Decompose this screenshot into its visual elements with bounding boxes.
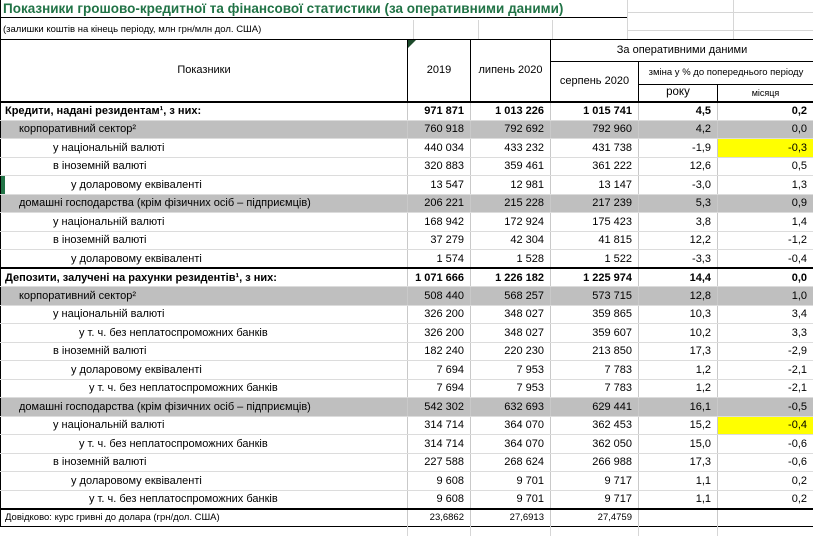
value-cell[interactable]: 14,4 (639, 268, 718, 287)
value-cell[interactable]: 215 228 (471, 194, 551, 213)
header-year-label: року (666, 86, 690, 99)
row-label: у доларовому еквіваленті (71, 178, 202, 191)
row-label: в іноземній валюті (53, 160, 147, 173)
row-label-cell[interactable] (1, 398, 408, 417)
value-cell[interactable]: 1,0 (718, 287, 813, 306)
value-cell[interactable]: -0,5 (718, 398, 813, 417)
row-label: у національній валюті (53, 141, 165, 154)
value-cell[interactable]: 326 200 (408, 305, 471, 324)
value-cell[interactable]: 175 423 (551, 213, 639, 232)
value-cell[interactable]: 12,6 (639, 157, 718, 176)
row-label-cell[interactable] (1, 305, 408, 324)
row-label: в іноземній валюті (53, 345, 147, 358)
row-label-cell[interactable] (1, 102, 408, 121)
value-cell[interactable]: -1,2 (718, 231, 813, 250)
value-cell[interactable]: 3,4 (718, 305, 813, 324)
value-cell[interactable]: 971 871 (408, 102, 471, 121)
value-cell[interactable] (718, 509, 813, 527)
table-row (1, 268, 813, 287)
table-row (1, 509, 813, 527)
value-cell[interactable]: -0,4 (718, 250, 813, 269)
row-label-cell[interactable] (1, 490, 408, 509)
value-cell[interactable]: 0,2 (718, 490, 813, 509)
table-row (1, 102, 813, 121)
table-row (1, 490, 813, 509)
corner-triangle-icon (408, 40, 416, 48)
row-label: у доларовому еквіваленті (71, 363, 202, 376)
value-cell[interactable]: 1,2 (639, 361, 718, 380)
value-cell[interactable]: 364 070 (471, 416, 551, 435)
value-cell[interactable]: 792 960 (551, 120, 639, 139)
value-cell[interactable]: 1 225 974 (551, 268, 639, 287)
table-row (1, 361, 813, 380)
value-cell[interactable]: -3,0 (639, 176, 718, 195)
value-cell[interactable]: 359 607 (551, 324, 639, 343)
value-cell[interactable]: 0,0 (718, 268, 813, 287)
row-label-cell[interactable] (1, 435, 408, 454)
header-change-percent[interactable] (639, 62, 813, 85)
header-indicators-label: Показники (177, 63, 231, 76)
value-cell[interactable]: 1,1 (639, 490, 718, 509)
row-label: у т. ч. без неплатоспроможних банків (89, 382, 278, 395)
row-label: у національній валюті (53, 215, 165, 228)
table-row (1, 305, 813, 324)
value-cell[interactable]: 359 461 (471, 157, 551, 176)
value-cell[interactable]: 573 715 (551, 287, 639, 306)
gridline (717, 526, 718, 536)
row-label: Депозити, залучені на рахунки резидентів¹, з них: (5, 271, 277, 284)
row-label: в іноземній валюті (53, 456, 147, 469)
gridline (413, 20, 414, 39)
row-label-cell[interactable] (1, 509, 408, 527)
value-cell[interactable]: 1 522 (551, 250, 639, 269)
value-cell[interactable]: 217 239 (551, 194, 639, 213)
table-row (1, 342, 813, 361)
row-label-cell[interactable] (1, 250, 408, 269)
value-cell[interactable]: 15,2 (639, 416, 718, 435)
value-cell[interactable]: 12,8 (639, 287, 718, 306)
row-label-cell[interactable] (1, 139, 408, 158)
table-row (1, 194, 813, 213)
value-cell[interactable]: 7 783 (551, 379, 639, 398)
header-2019-label: 2019 (426, 63, 452, 76)
table-row (1, 139, 813, 158)
value-cell[interactable]: 4,5 (639, 102, 718, 121)
header-change-label: зміна у % до попереднього періоду (648, 66, 804, 78)
value-cell[interactable]: 220 230 (471, 342, 551, 361)
value-cell[interactable]: 433 232 (471, 139, 551, 158)
row-label: домашні господарства (крім фізичних осіб – підприємців) (19, 197, 311, 210)
value-cell[interactable]: 0,2 (718, 472, 813, 491)
value-cell[interactable]: 1,2 (639, 379, 718, 398)
row-label-cell[interactable] (1, 120, 408, 139)
row-label-cell[interactable] (1, 231, 408, 250)
value-cell[interactable]: -2,1 (718, 379, 813, 398)
table-row (1, 453, 813, 472)
page-subtitle: (залишки коштів на кінець періоду, млн грн/млн дол. США) (3, 24, 262, 35)
value-cell[interactable]: 348 027 (471, 324, 551, 343)
gridline (628, 30, 813, 31)
value-cell[interactable]: -0,4 (718, 416, 813, 435)
header-july-label: липень 2020 (478, 63, 543, 76)
value-cell[interactable]: 1 574 (408, 250, 471, 269)
page-title: Показники грошово-кредитної та фінансової статистики (за оперативними даними) (3, 1, 564, 16)
value-cell[interactable]: 3,3 (718, 324, 813, 343)
value-cell[interactable]: 1 013 226 (471, 102, 551, 121)
value-cell[interactable]: 10,3 (639, 305, 718, 324)
value-cell[interactable]: -3,3 (639, 250, 718, 269)
value-cell[interactable]: 206 221 (408, 194, 471, 213)
value-cell[interactable]: 629 441 (551, 398, 639, 417)
value-cell[interactable]: 508 440 (408, 287, 471, 306)
table-row (1, 231, 813, 250)
table-row (1, 176, 813, 195)
header-july-2020[interactable] (471, 40, 551, 102)
table-row (1, 120, 813, 139)
value-cell[interactable]: 7 694 (408, 361, 471, 380)
table-row (1, 379, 813, 398)
value-cell[interactable]: 632 693 (471, 398, 551, 417)
gridline (550, 526, 551, 536)
value-cell[interactable]: 1 226 182 (471, 268, 551, 287)
title-underline (0, 17, 628, 18)
value-cell[interactable]: 0,5 (718, 157, 813, 176)
table-row (1, 472, 813, 491)
value-cell[interactable]: 431 738 (551, 139, 639, 158)
value-cell[interactable]: 9 717 (551, 490, 639, 509)
table-row (1, 287, 813, 306)
value-cell[interactable]: 7 953 (471, 379, 551, 398)
table-row (1, 398, 813, 417)
row-label-cell[interactable] (1, 324, 408, 343)
value-cell[interactable]: 3,8 (639, 213, 718, 232)
value-cell[interactable]: 9 717 (551, 472, 639, 491)
row-label: у т. ч. без неплатоспроможних банків (79, 326, 268, 339)
value-cell[interactable]: 17,3 (639, 342, 718, 361)
row-label: корпоративний сектор² (19, 289, 137, 302)
gridline (552, 20, 553, 39)
row-label-cell[interactable] (1, 472, 408, 491)
value-cell[interactable]: -0,3 (718, 139, 813, 158)
value-cell[interactable]: 326 200 (408, 324, 471, 343)
row-label: Довідково: курс гривні до долара (грн/дол. США) (5, 512, 220, 524)
gridline (638, 526, 639, 536)
value-cell[interactable]: 361 222 (551, 157, 639, 176)
gridline (627, 0, 628, 39)
gridline (407, 526, 408, 536)
value-cell[interactable]: -1,9 (639, 139, 718, 158)
row-label: у т. ч. без неплатоспроможних банків (89, 493, 278, 505)
value-cell[interactable]: 9 608 (408, 490, 471, 509)
value-cell[interactable]: 27,4759 (551, 509, 639, 527)
row-label-cell[interactable] (1, 342, 408, 361)
value-cell[interactable]: 9 608 (408, 472, 471, 491)
sheet-left-edge (0, 0, 1, 39)
header-operational-label: За оперативними даними (616, 44, 748, 57)
value-cell[interactable]: 7 783 (551, 361, 639, 380)
value-cell[interactable]: 5,3 (639, 194, 718, 213)
value-cell[interactable]: 1 071 666 (408, 268, 471, 287)
row-label-cell[interactable] (1, 361, 408, 380)
value-cell[interactable]: 23,6862 (408, 509, 471, 527)
gridline (733, 0, 734, 39)
header-month-label: місяця (751, 87, 780, 98)
row-label-cell[interactable] (1, 287, 408, 306)
value-cell[interactable]: 364 070 (471, 435, 551, 454)
table-row (1, 213, 813, 232)
gridline (628, 12, 813, 13)
value-cell[interactable]: 37 279 (408, 231, 471, 250)
table-row (1, 324, 813, 343)
value-cell[interactable]: 792 692 (471, 120, 551, 139)
value-cell[interactable]: 348 027 (471, 305, 551, 324)
value-cell[interactable]: 182 240 (408, 342, 471, 361)
value-cell[interactable]: 1,4 (718, 213, 813, 232)
value-cell[interactable]: 42 304 (471, 231, 551, 250)
indicators-table (0, 39, 813, 527)
value-cell[interactable]: 168 942 (408, 213, 471, 232)
value-cell[interactable]: 13 147 (551, 176, 639, 195)
value-cell[interactable]: 266 988 (551, 453, 639, 472)
value-cell[interactable]: 7 694 (408, 379, 471, 398)
header-year[interactable] (639, 85, 718, 102)
row-label-cell[interactable] (1, 268, 408, 287)
value-cell[interactable]: 1,3 (718, 176, 813, 195)
row-label: у доларовому еквіваленті (71, 474, 202, 487)
value-cell[interactable]: 0,9 (718, 194, 813, 213)
row-label: корпоративний сектор² (19, 123, 137, 136)
value-cell[interactable]: 12,2 (639, 231, 718, 250)
row-label-cell[interactable] (1, 213, 408, 232)
value-cell[interactable]: -0,6 (718, 435, 813, 454)
row-label: Кредити, надані резидентам¹, з них: (5, 105, 202, 117)
value-cell[interactable]: 362 453 (551, 416, 639, 435)
header-2019[interactable] (408, 40, 471, 102)
value-cell[interactable]: 542 302 (408, 398, 471, 417)
value-cell[interactable]: 213 850 (551, 342, 639, 361)
row-label-cell[interactable] (1, 453, 408, 472)
value-cell[interactable]: 41 815 (551, 231, 639, 250)
value-cell[interactable]: 0,2 (718, 102, 813, 121)
row-label: в іноземній валюті (53, 234, 147, 247)
value-cell[interactable]: 4,2 (639, 120, 718, 139)
value-cell[interactable]: 1 015 741 (551, 102, 639, 121)
value-cell[interactable]: 12 981 (471, 176, 551, 195)
row-label: у т. ч. без неплатоспроможних банків (79, 437, 268, 450)
value-cell[interactable]: 1 528 (471, 250, 551, 269)
value-cell[interactable]: 17,3 (639, 453, 718, 472)
value-cell[interactable]: 0,0 (718, 120, 813, 139)
value-cell[interactable]: 7 953 (471, 361, 551, 380)
table-body (1, 102, 813, 527)
value-cell[interactable]: 314 714 (408, 435, 471, 454)
value-cell[interactable]: 9 701 (471, 490, 551, 509)
value-cell[interactable]: 13 547 (408, 176, 471, 195)
header-august-label: серпень 2020 (559, 74, 630, 87)
value-cell[interactable]: 16,1 (639, 398, 718, 417)
row-label-cell[interactable] (1, 157, 408, 176)
value-cell[interactable]: 362 050 (551, 435, 639, 454)
row-label-cell[interactable] (1, 176, 408, 195)
value-cell[interactable] (639, 509, 718, 527)
header-operational-data[interactable] (551, 40, 813, 62)
value-cell[interactable]: 227 588 (408, 453, 471, 472)
value-cell[interactable]: 359 865 (551, 305, 639, 324)
row-label: у національній валюті (53, 419, 165, 432)
value-cell[interactable]: 320 883 (408, 157, 471, 176)
value-cell[interactable]: 1,1 (639, 472, 718, 491)
table-row (1, 250, 813, 269)
value-cell[interactable]: 268 624 (471, 453, 551, 472)
value-cell[interactable]: -2,1 (718, 361, 813, 380)
value-cell[interactable]: 440 034 (408, 139, 471, 158)
table-row (1, 157, 813, 176)
table-header (1, 40, 813, 102)
green-row-marker (1, 176, 5, 194)
value-cell[interactable]: 172 924 (471, 213, 551, 232)
header-august-2020[interactable] (551, 62, 639, 102)
value-cell[interactable]: 27,6913 (471, 509, 551, 527)
value-cell[interactable]: 10,2 (639, 324, 718, 343)
value-cell[interactable]: 760 918 (408, 120, 471, 139)
row-label-cell[interactable] (1, 416, 408, 435)
row-label-cell[interactable] (1, 379, 408, 398)
gridline (470, 526, 471, 536)
header-month[interactable] (718, 85, 813, 102)
value-cell[interactable]: -2,9 (718, 342, 813, 361)
table-row (1, 416, 813, 435)
value-cell[interactable]: 9 701 (471, 472, 551, 491)
row-label: у доларовому еквіваленті (71, 252, 202, 265)
header-indicators[interactable] (1, 40, 408, 102)
row-label-cell[interactable] (1, 194, 408, 213)
value-cell[interactable]: 15,0 (639, 435, 718, 454)
value-cell[interactable]: 314 714 (408, 416, 471, 435)
row-label: у національній валюті (53, 308, 165, 321)
value-cell[interactable]: 568 257 (471, 287, 551, 306)
row-label: домашні господарства (крім фізичних осіб – підприємців) (19, 400, 311, 413)
value-cell[interactable]: -0,6 (718, 453, 813, 472)
table-row (1, 435, 813, 454)
gridline (478, 20, 479, 39)
